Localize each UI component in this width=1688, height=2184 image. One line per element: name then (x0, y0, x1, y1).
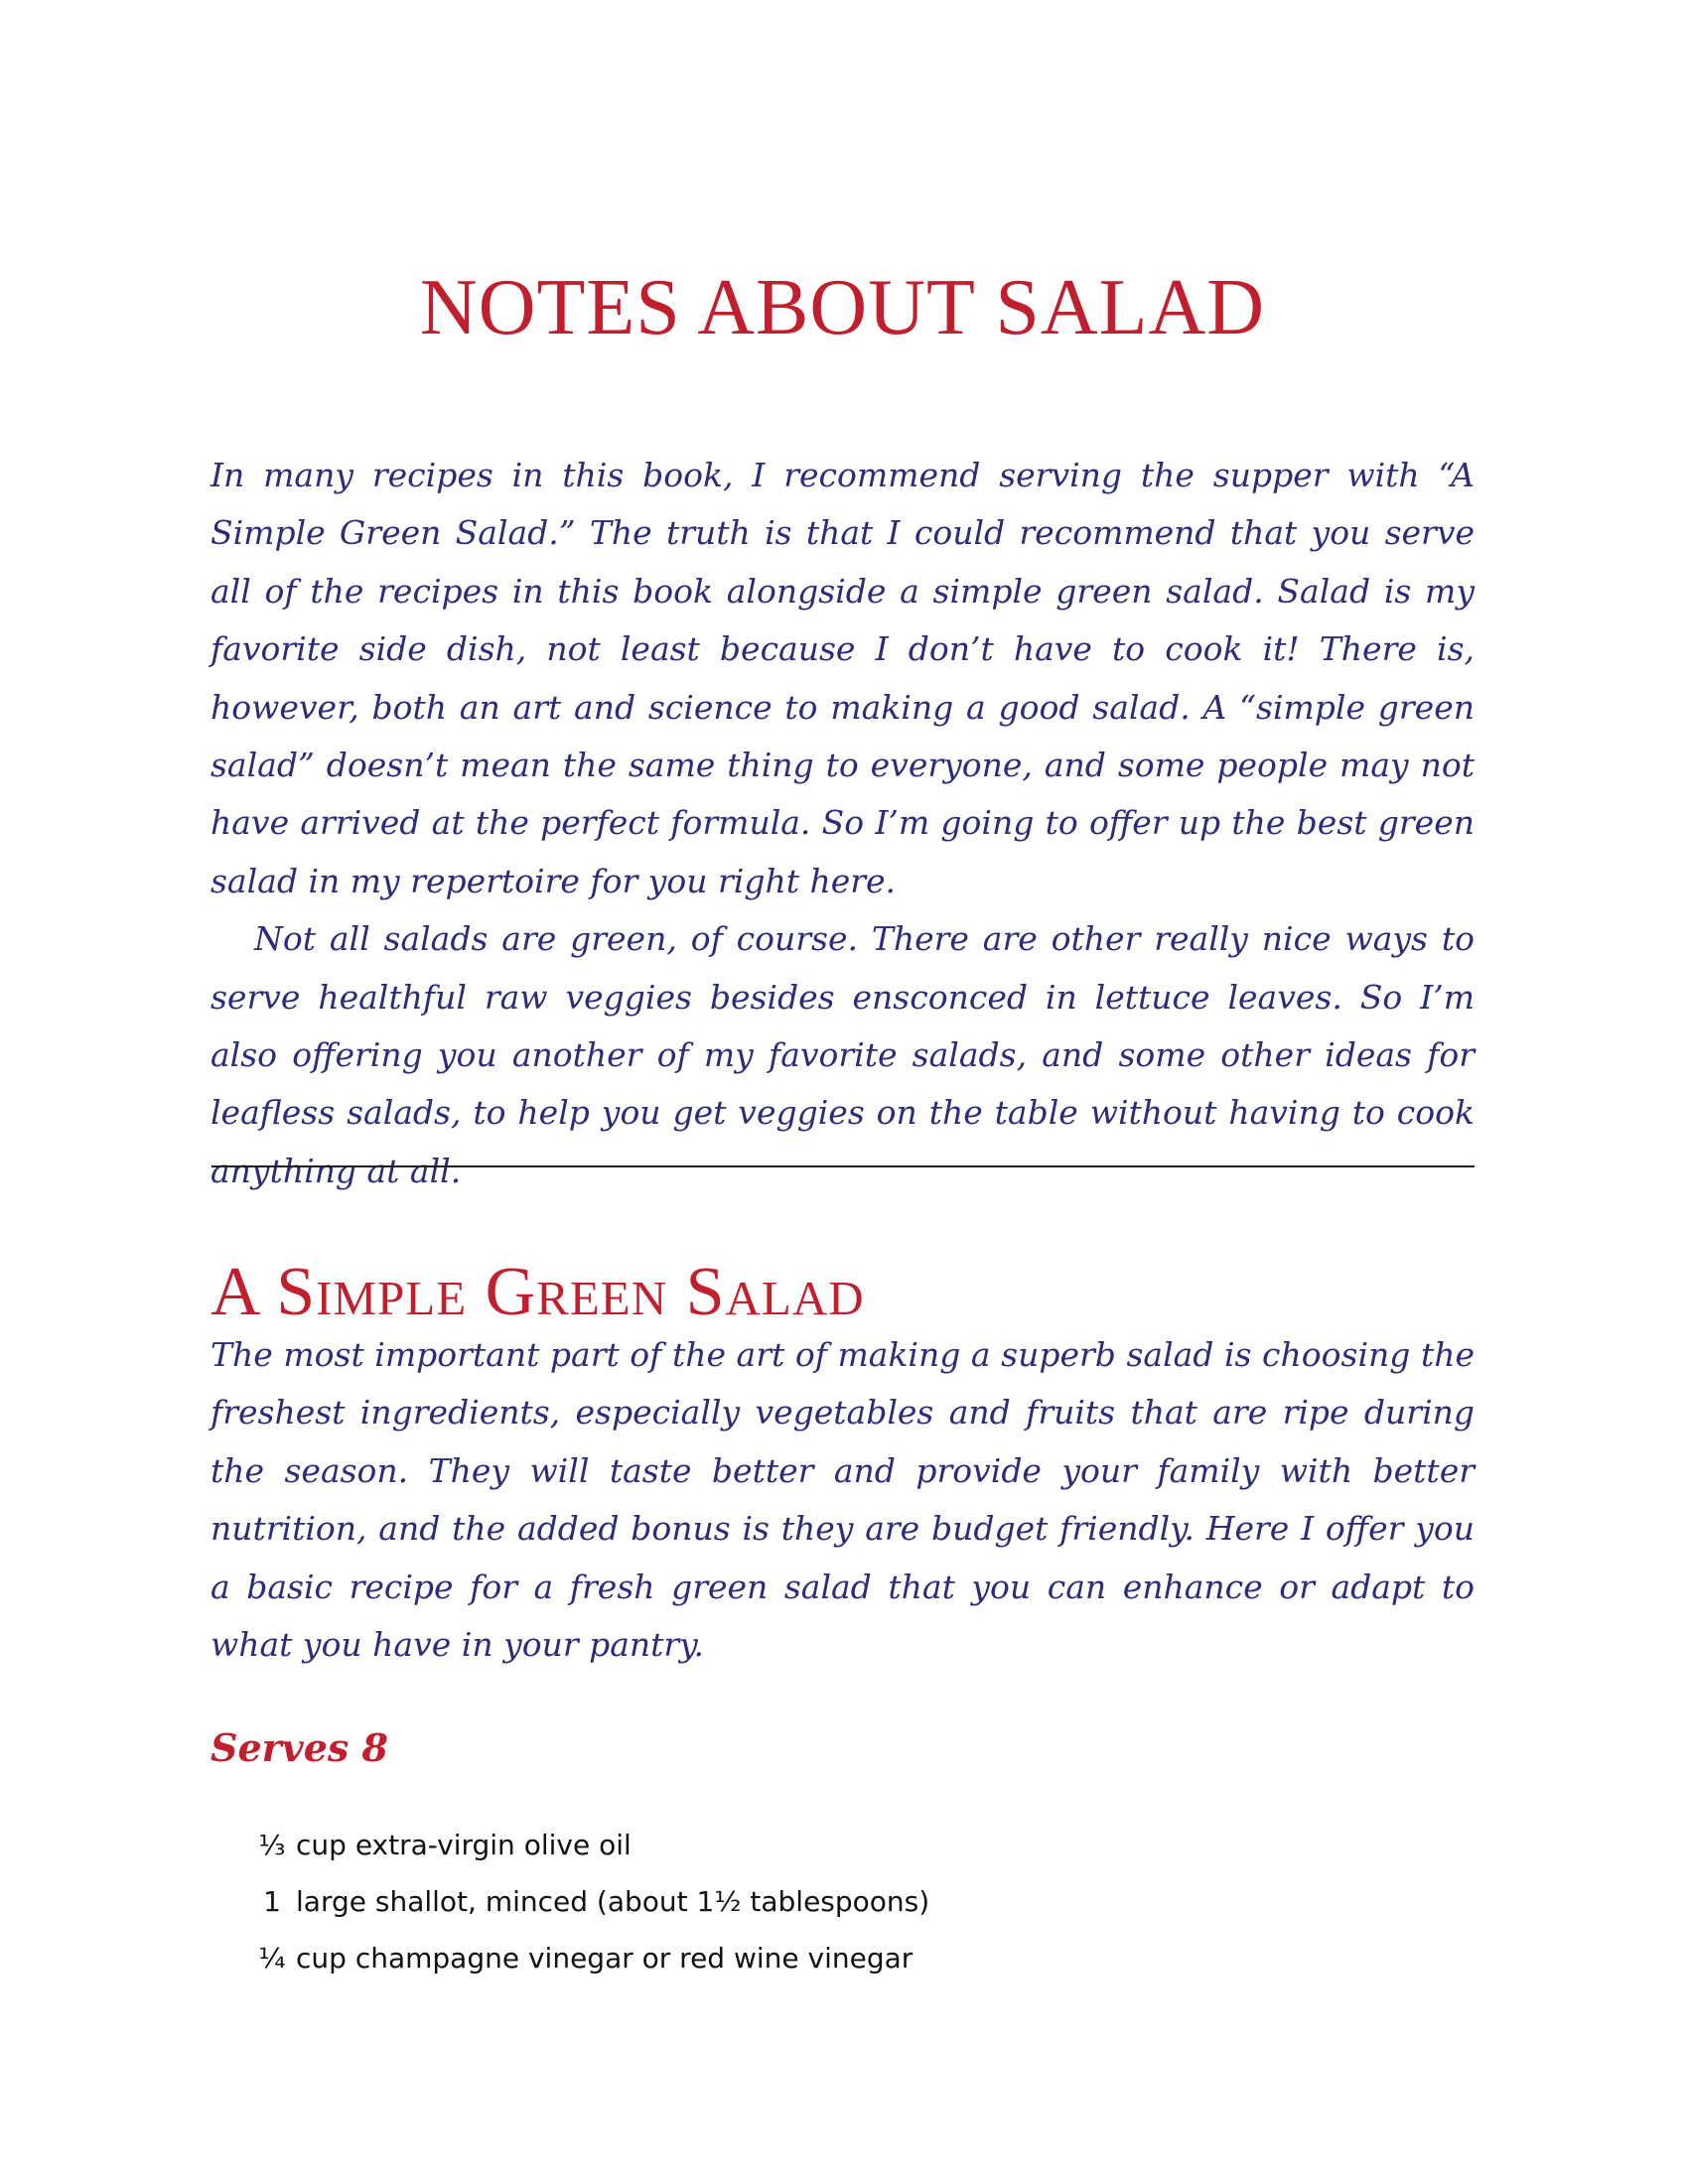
intro-paragraph: In many recipes in this book, I recommend serving the supper with “A Simple Green Salad.” The truth is that I could recommend that you serve all of the recipes in this book alongside a simple green salad. Salad is my favorite side dish, not least because I don’t have to cook it! There is, however, both an art and science to making a good salad. A “simple green salad” doesn’t mean the same thing to everyone, and some people may not have arrived at the perfect formula. So I’m going to offer up the best green salad in my repertoire for you right here. (211, 456, 1475, 900)
ingredient-quantity: ⅓ (258, 1829, 286, 1861)
servings-label: Serves 8 (211, 1725, 388, 1770)
recipe-title: A Simple Green Salad (211, 1254, 865, 1330)
ingredient-item (248, 1930, 929, 1986)
ingredient-list (248, 1817, 929, 1986)
chapter-intro (211, 447, 1475, 1200)
ingredient-text: cup extra-virgin olive oil (296, 1829, 632, 1861)
ingredient-quantity: 1 (263, 1885, 281, 1918)
ingredient-text: cup champagne vinegar or red wine vinegar (296, 1942, 914, 1975)
ingredient-quantity: ¼ (258, 1942, 286, 1975)
section-divider (211, 1165, 1475, 1167)
chapter-title: NOTES ABOUT SALAD (419, 264, 1266, 351)
ingredient-text: large shallot, minced (about 1½ tablespoons) (296, 1885, 930, 1918)
ingredient-item (248, 1873, 929, 1930)
recipe-intro: The most important part of the art of making a superb salad is choosing the freshest ingredients, especially vegetables and fruits that are ripe during the season. They will taste better and provide your family with better nutrition, and the added bonus is they are budget friendly. Here I offer you a basic recipe for a fresh green salad that you can enhance or adapt to what you have in your pantry. (211, 1335, 1475, 1665)
ingredient-item (248, 1817, 929, 1873)
intro-paragraph: Not all salads are green, of course. There are other really nice ways to serve healthful raw veggies besides ensconced in lettuce leaves. So I’m also offering you another of my favorite salads, and some other ideas for leafless salads, to help you get veggies on the table without having to cook anything at all. (211, 919, 1475, 1190)
